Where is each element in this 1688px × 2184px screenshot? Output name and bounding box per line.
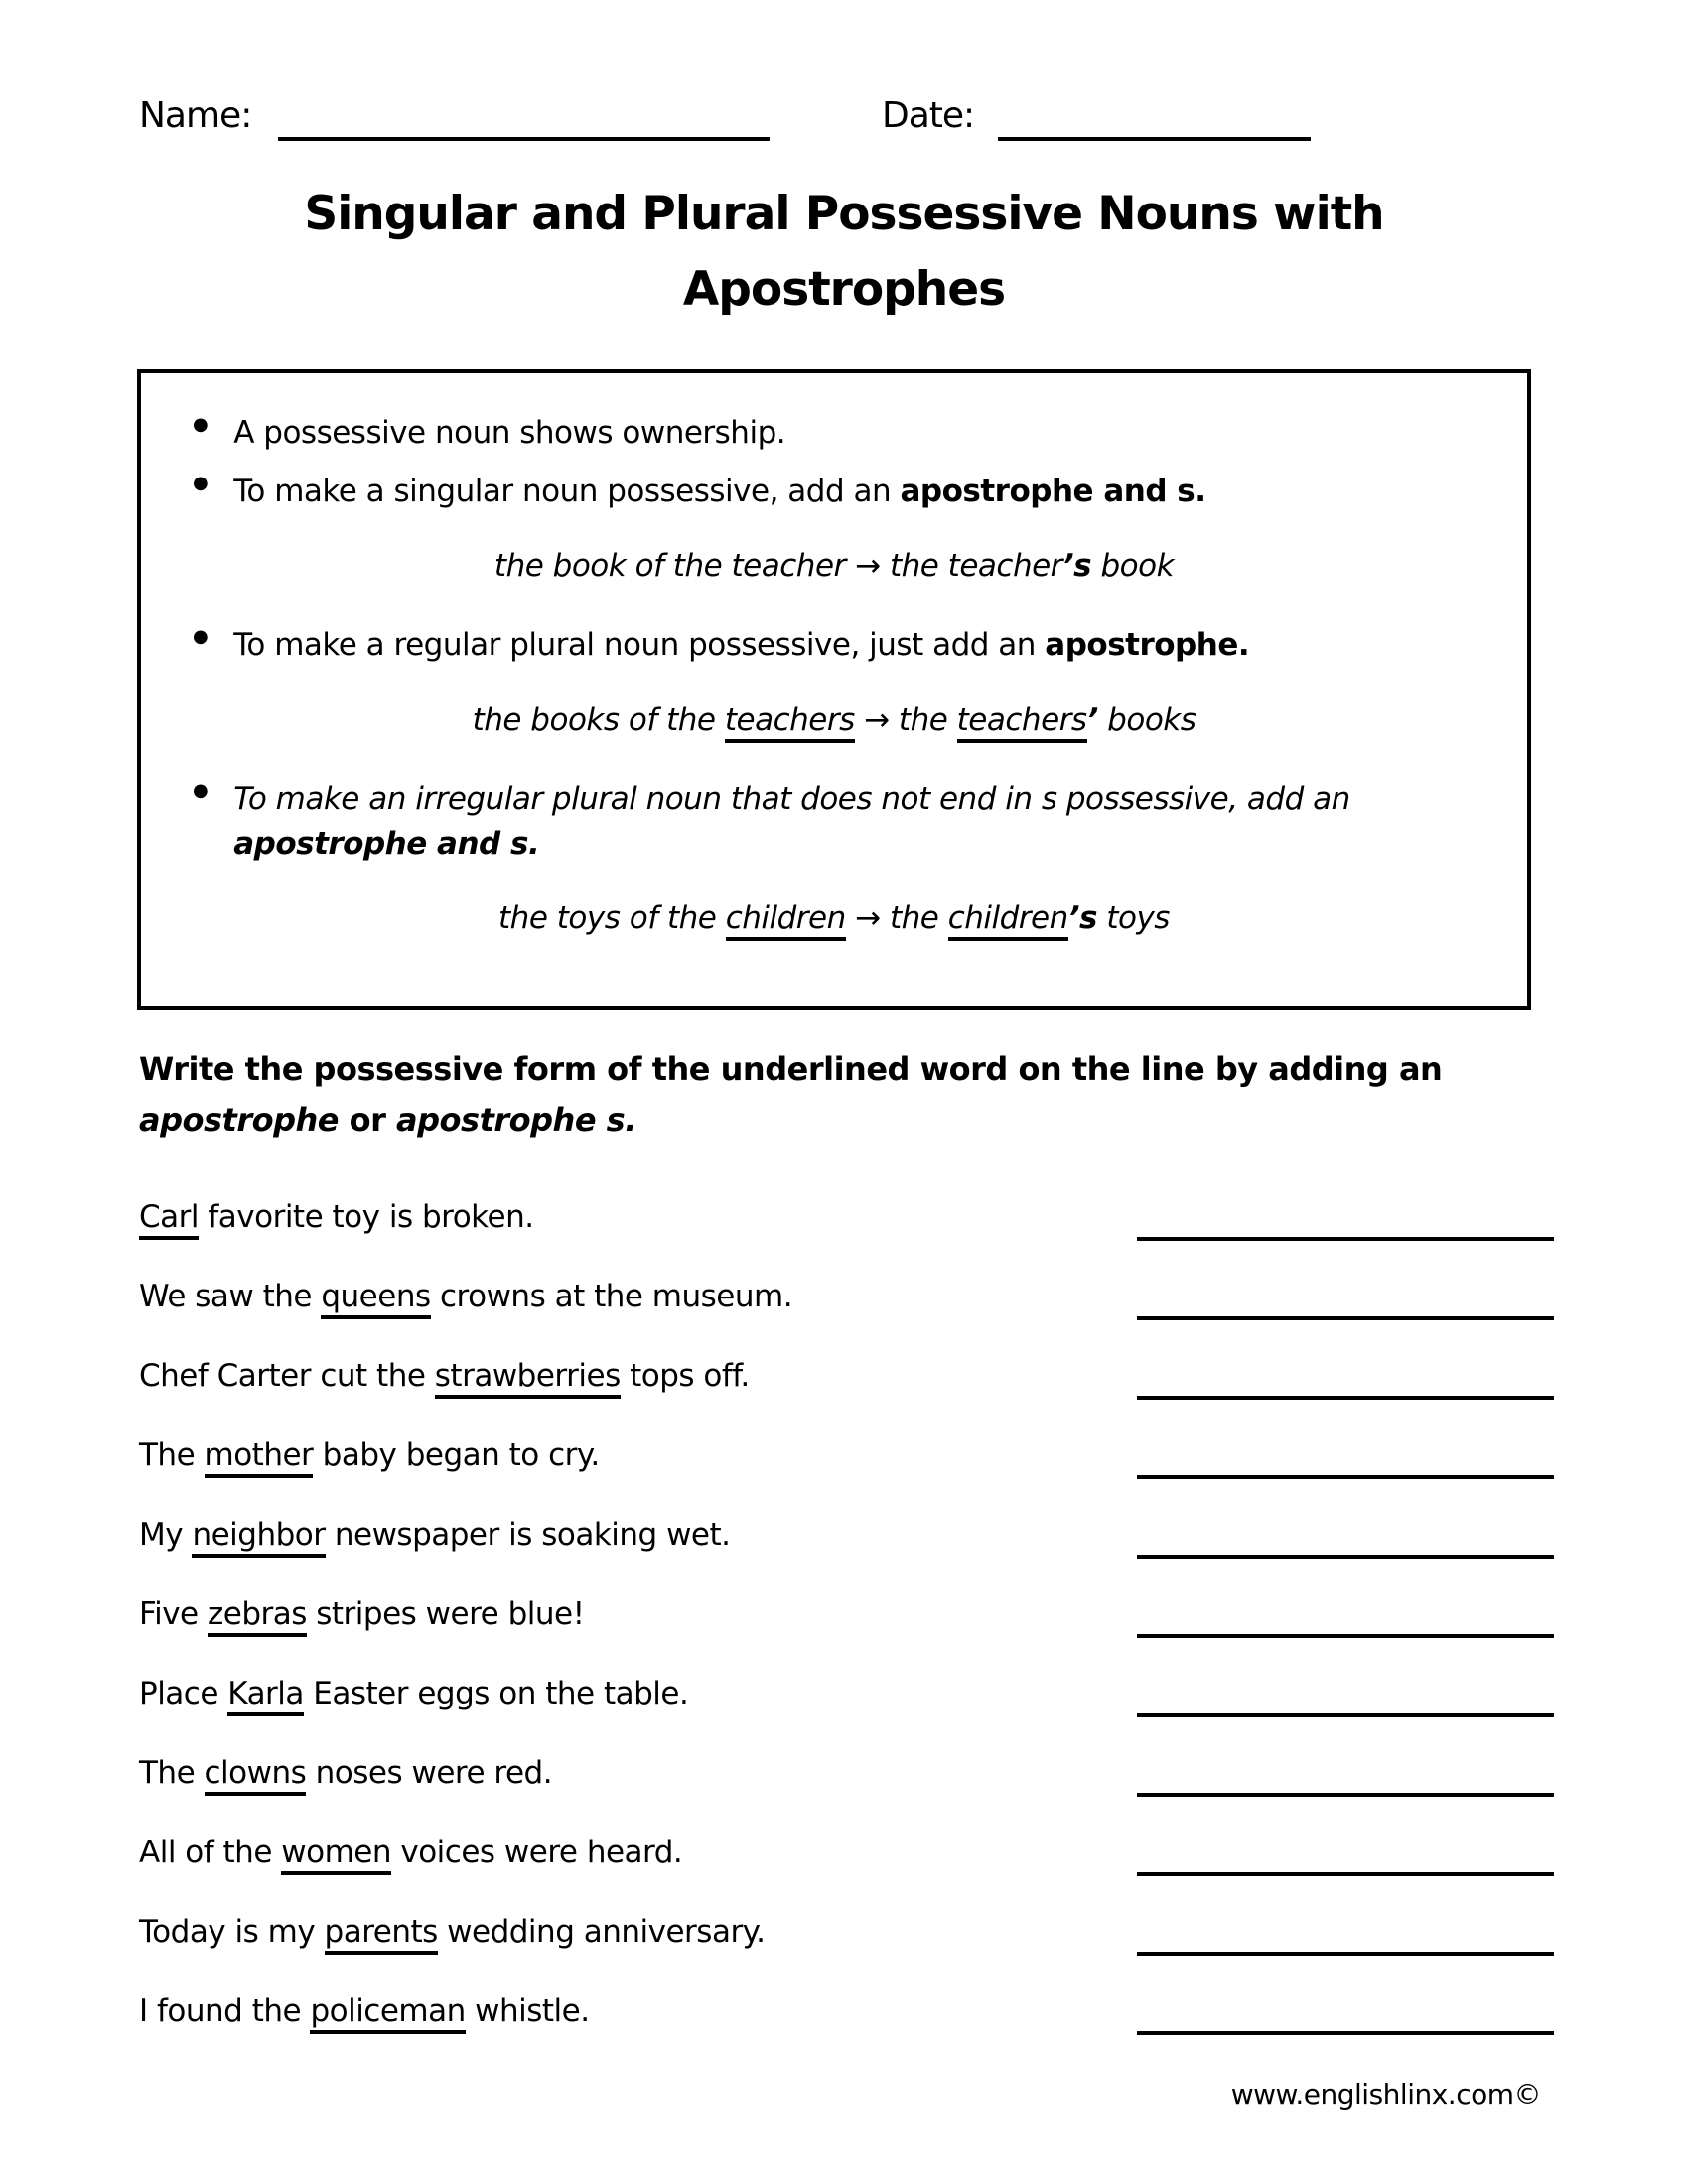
rule-bullet-item	[167, 777, 1501, 867]
text-segment: stripes were blue!	[306, 1596, 585, 1632]
exercise-row	[139, 1745, 1554, 1825]
underlined-word: women	[281, 1835, 391, 1875]
answer-line[interactable]	[1137, 1952, 1554, 1956]
rule-bullet-item	[167, 470, 1501, 514]
underlined-word: clowns	[205, 1755, 307, 1796]
text-segment: ’	[1086, 701, 1098, 738]
answer-line[interactable]	[1137, 2031, 1554, 2035]
text-segment: ’s	[1067, 899, 1097, 936]
exercise-row	[139, 1507, 1554, 1586]
exercise-sentence	[139, 1437, 600, 1473]
underlined-word: mother	[205, 1437, 314, 1478]
exercise-sentence	[139, 1914, 765, 1950]
exercise-sentence	[139, 1517, 731, 1553]
underlined-word: policeman	[310, 1993, 465, 2034]
text-segment: The	[139, 1437, 205, 1473]
underlined-word: children	[726, 900, 846, 941]
underlined-word: Carl	[139, 1199, 199, 1240]
rules-box	[137, 369, 1531, 1010]
answer-line[interactable]	[1137, 1555, 1554, 1559]
exercise-row	[139, 1983, 1554, 2063]
text-segment: apostrophe s.	[396, 1101, 636, 1140]
exercise-row	[139, 1904, 1554, 1983]
text-segment: → the	[845, 899, 948, 936]
exercise-sentence	[139, 1755, 552, 1791]
text-segment: apostrophe.	[1045, 626, 1250, 663]
rule-example	[167, 702, 1501, 738]
answer-line[interactable]	[1137, 1316, 1554, 1320]
text-segment: Place	[139, 1676, 228, 1711]
text-segment: apostrophe and s.	[900, 473, 1206, 509]
text-segment: whistle.	[465, 1993, 590, 2029]
text-segment: voices were heard.	[391, 1835, 683, 1870]
exercise-sentence	[139, 1596, 585, 1632]
text-segment: To make a regular plural noun possessive, just add an	[233, 626, 1046, 663]
text-segment: toys	[1096, 899, 1170, 936]
text-segment: We saw the	[139, 1279, 322, 1314]
exercise-row	[139, 1666, 1554, 1745]
text-segment: Today is my	[139, 1914, 325, 1950]
bullet-dot-icon: ●	[193, 414, 209, 435]
date-write-line[interactable]	[998, 97, 1311, 141]
exercise-sentence	[139, 1676, 688, 1711]
text-segment: To make a singular noun possessive, add an	[233, 473, 901, 509]
text-segment: or	[338, 1101, 397, 1140]
instructions	[139, 1044, 1559, 1146]
exercise-list	[139, 1189, 1554, 2063]
exercise-sentence	[139, 1993, 590, 2029]
text-segment: Five	[139, 1596, 208, 1632]
text-segment: → the	[854, 701, 957, 738]
text-segment: apostrophe	[139, 1101, 339, 1140]
text-segment: apostrophe and s.	[233, 825, 540, 862]
bullet-dot-icon: ●	[193, 472, 209, 493]
rule-example	[167, 548, 1501, 584]
exercise-row	[139, 1189, 1554, 1269]
text-segment: To make an irregular plural noun that does not end in s possessive, add an	[233, 780, 1350, 817]
text-segment: Chef Carter cut the	[139, 1358, 435, 1394]
exercise-sentence	[139, 1279, 792, 1314]
rule-bullet-item	[167, 411, 1501, 456]
underlined-word: queens	[321, 1279, 430, 1319]
underlined-word: parents	[325, 1914, 438, 1955]
page-title-line1: Singular and Plural Possessive Nouns with	[304, 187, 1384, 241]
rule-text	[233, 470, 1501, 514]
rule-text	[233, 411, 1501, 456]
answer-line[interactable]	[1137, 1396, 1554, 1400]
answer-line[interactable]	[1137, 1872, 1554, 1876]
rule-example	[167, 900, 1501, 936]
text-segment: newspaper is soaking wet.	[325, 1517, 731, 1553]
text-segment: A possessive noun shows ownership.	[233, 415, 786, 451]
answer-line[interactable]	[1137, 1634, 1554, 1638]
answer-line[interactable]	[1137, 1475, 1554, 1479]
underlined-word: teachers	[725, 702, 855, 743]
text-segment: the book of the teacher → the teacher	[493, 547, 1062, 584]
name-label: Name:	[139, 95, 252, 136]
text-segment: noses were red.	[306, 1755, 553, 1791]
text-segment: book	[1091, 547, 1175, 584]
rule-text	[233, 777, 1501, 867]
answer-line[interactable]	[1137, 1237, 1554, 1241]
text-segment: the toys of the	[498, 899, 726, 936]
exercise-sentence	[139, 1199, 534, 1235]
text-segment: favorite toy is broken.	[199, 1199, 534, 1235]
exercise-row	[139, 1825, 1554, 1904]
text-segment: Easter eggs on the table.	[303, 1676, 689, 1711]
answer-line[interactable]	[1137, 1713, 1554, 1717]
text-segment: ’s	[1061, 547, 1092, 584]
exercise-sentence	[139, 1835, 682, 1870]
text-segment: My	[139, 1517, 193, 1553]
rule-text	[233, 623, 1501, 668]
text-segment: All of the	[139, 1835, 282, 1870]
text-segment: tops off.	[620, 1358, 750, 1394]
text-segment: Write the possessive form of the underlined word on the line by adding an	[139, 1050, 1443, 1088]
exercise-row	[139, 1586, 1554, 1666]
underlined-word: neighbor	[192, 1517, 325, 1558]
header-row	[139, 95, 1549, 155]
underlined-word: teachers	[957, 702, 1087, 743]
rule-bullet-item	[167, 623, 1501, 668]
text-segment: The	[139, 1755, 205, 1791]
exercise-row	[139, 1269, 1554, 1348]
text-segment: I found the	[139, 1993, 311, 2029]
page-title	[0, 177, 1688, 328]
underlined-word: children	[948, 900, 1068, 941]
footer-credit: www.englishlinx.com©	[1230, 2078, 1541, 2111]
bullet-dot-icon: ●	[193, 625, 209, 647]
exercise-row	[139, 1428, 1554, 1507]
text-segment: books	[1097, 701, 1196, 738]
underlined-word: zebras	[208, 1596, 307, 1637]
date-label: Date:	[882, 95, 975, 136]
bullet-dot-icon: ●	[193, 779, 209, 801]
name-write-line[interactable]	[278, 97, 770, 141]
text-segment: wedding anniversary.	[437, 1914, 766, 1950]
answer-line[interactable]	[1137, 1793, 1554, 1797]
exercise-sentence	[139, 1358, 750, 1394]
underlined-word: strawberries	[435, 1358, 621, 1399]
exercise-row	[139, 1348, 1554, 1428]
underlined-word: Karla	[227, 1676, 304, 1716]
text-segment: baby began to cry.	[313, 1437, 600, 1473]
text-segment: the books of the	[472, 701, 725, 738]
text-segment: crowns at the museum.	[430, 1279, 793, 1314]
page-title-line2: Apostrophes	[682, 262, 1006, 318]
